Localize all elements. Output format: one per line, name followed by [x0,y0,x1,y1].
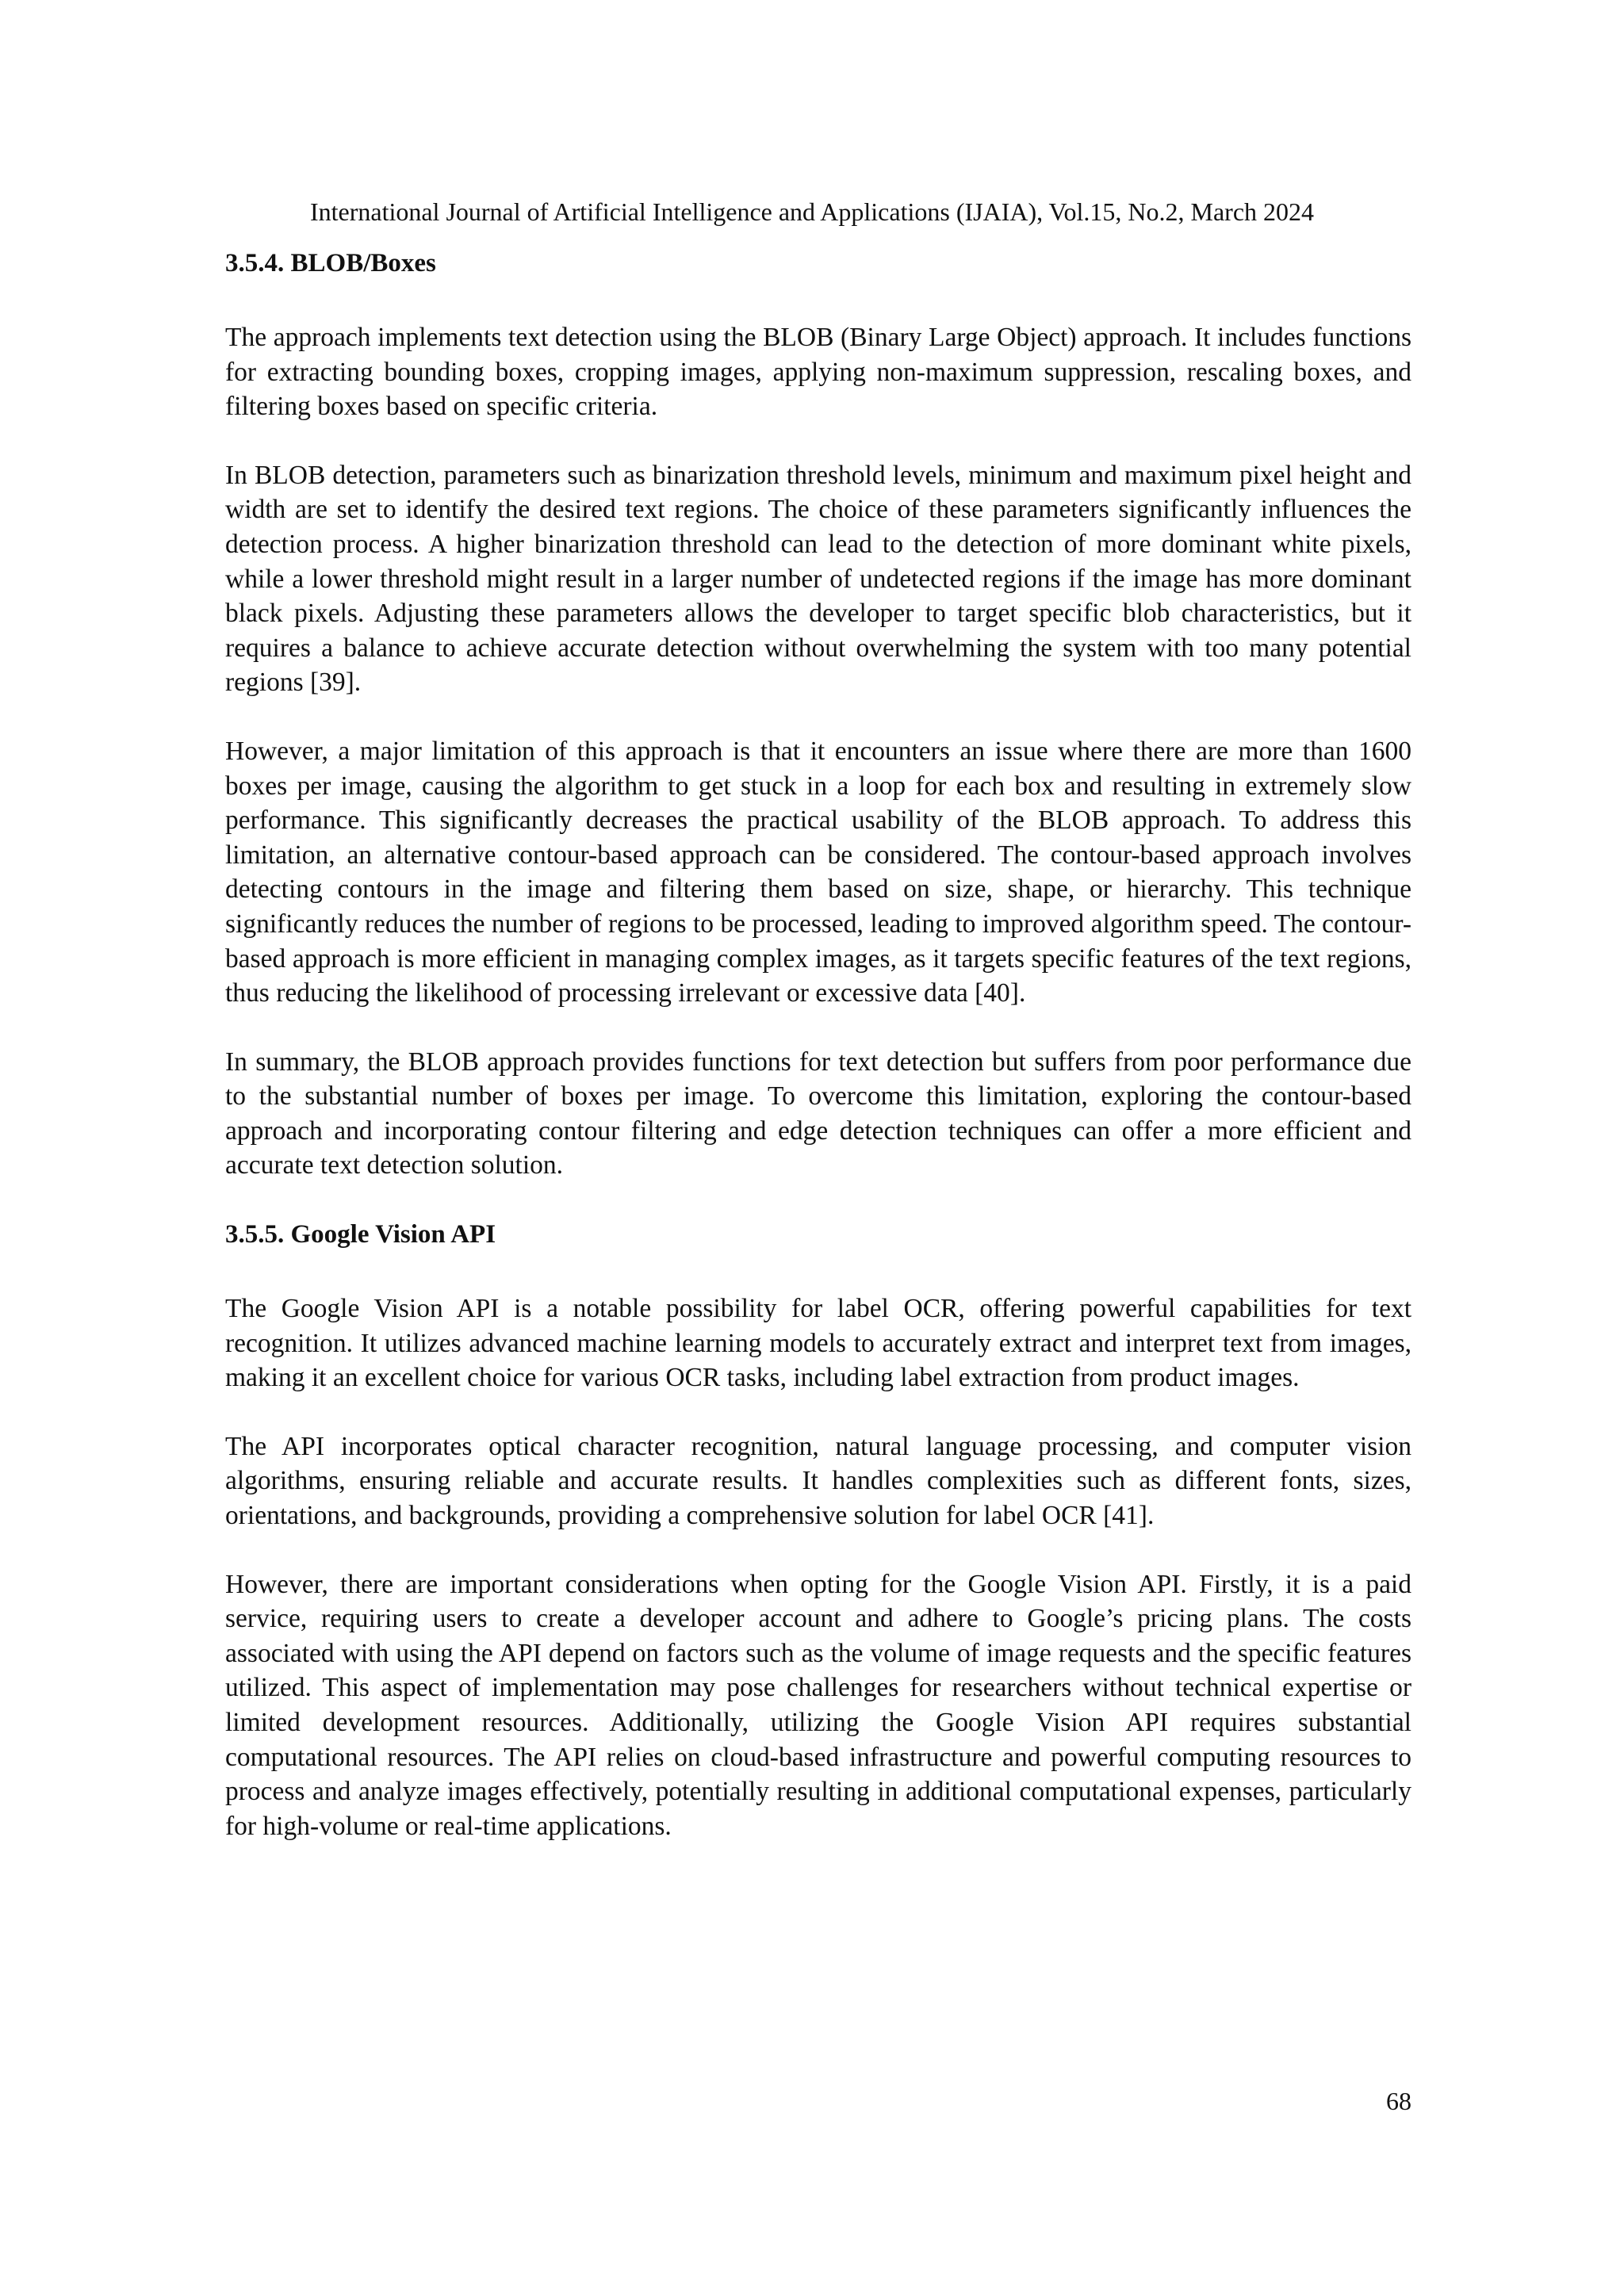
paragraph: However, a major limitation of this approach is that it encounters an issue where there are more than 1600 boxes per image, causing the algorithm to get stuck in a loop for each box and resulting in extremely slow performance. This significantly decreases the practical usability of the BLOB approach. To address this limitation, an alternative contour-based approach can be considered. The contour-based approach involves detecting contours in the image and filtering them based on size, shape, or hierarchy. This technique significantly reduces the number of regions to be processed, leading to improved algorithm speed. The contour-based approach is more efficient in managing complex images, as it targets specific features of the text regions, thus reducing the likelihood of processing irrelevant or excessive data [40]. [225,736,1411,1008]
section-heading: 3.5.4. BLOB/Boxes [225,249,436,277]
paragraph: The approach implements text detection using the BLOB (Binary Large Object) approach. It includes functions for extracting bounding boxes, cropping images, applying non-maximum suppression, rescaling boxes, and filtering boxes based on specific criteria. [225,323,1411,422]
paragraph: In summary, the BLOB approach provides functions for text detection but suffers from poor performance due to the substantial number of boxes per image. To overcome this limitation, exploring the contour-based approach and incorporating contour filtering and edge detection techniques can offer a more efficient and accurate text detection solution. [225,1047,1411,1181]
section-google-vision-api [225,1217,1411,1843]
running-header: International Journal of Artificial Intelligence and Applications (IJAIA), Vol.15, No.2, March 2024 [309,197,1315,226]
paragraph: In BLOB detection, parameters such as binarization threshold levels, minimum and maximum pixel height and width are set to identify the desired text regions. The choice of these parameters significantly influences the detection process. A higher binarization threshold can lead to the detection of more dominant white pixels, while a lower threshold might result in a larger number of undetected regions if the image has more dominant black pixels. Adjusting these parameters allows the developer to target specific blob characteristics, but it requires a balance to achieve accurate detection without overwhelming the system with too many potential regions [39]. [225,460,1411,698]
section-blob-boxes [225,246,1411,1183]
paragraph: The API incorporates optical character recognition, natural language processing, and computer vision algorithms, ensuring reliable and accurate results. It handles complexities such as different fonts, sizes, orientations, and backgrounds, providing a comprehensive solution for label OCR [41]. [225,1431,1411,1531]
paragraph: The Google Vision API is a notable possibility for label OCR, offering powerful capabilities for text recognition. It utilizes advanced machine learning models to accurately extract and interpret text from images, making it an excellent choice for various OCR tasks, including label extraction from product images. [225,1294,1411,1393]
main-content [225,246,1411,1877]
page-number: 68 [1386,2087,1411,2115]
section-heading: 3.5.5. Google Vision API [225,1220,496,1249]
paragraph: However, there are important considerations when opting for the Google Vision API. Firstly, it is a paid service, requiring users to create a developer account and adhere to Google’s pricing plans. The costs associated with using the API depend on factors such as the volume of image requests and the specific features utilized. This aspect of implementation may pose challenges for researchers without technical expertise or limited development resources. Additionally, utilizing the Google Vision API requires substantial computational resources. The API relies on cloud-based infrastructure and powerful computing resources to process and analyze images effectively, potentially resulting in additional computational expenses, particularly for high-volume or real-time applications. [225,1569,1411,1841]
